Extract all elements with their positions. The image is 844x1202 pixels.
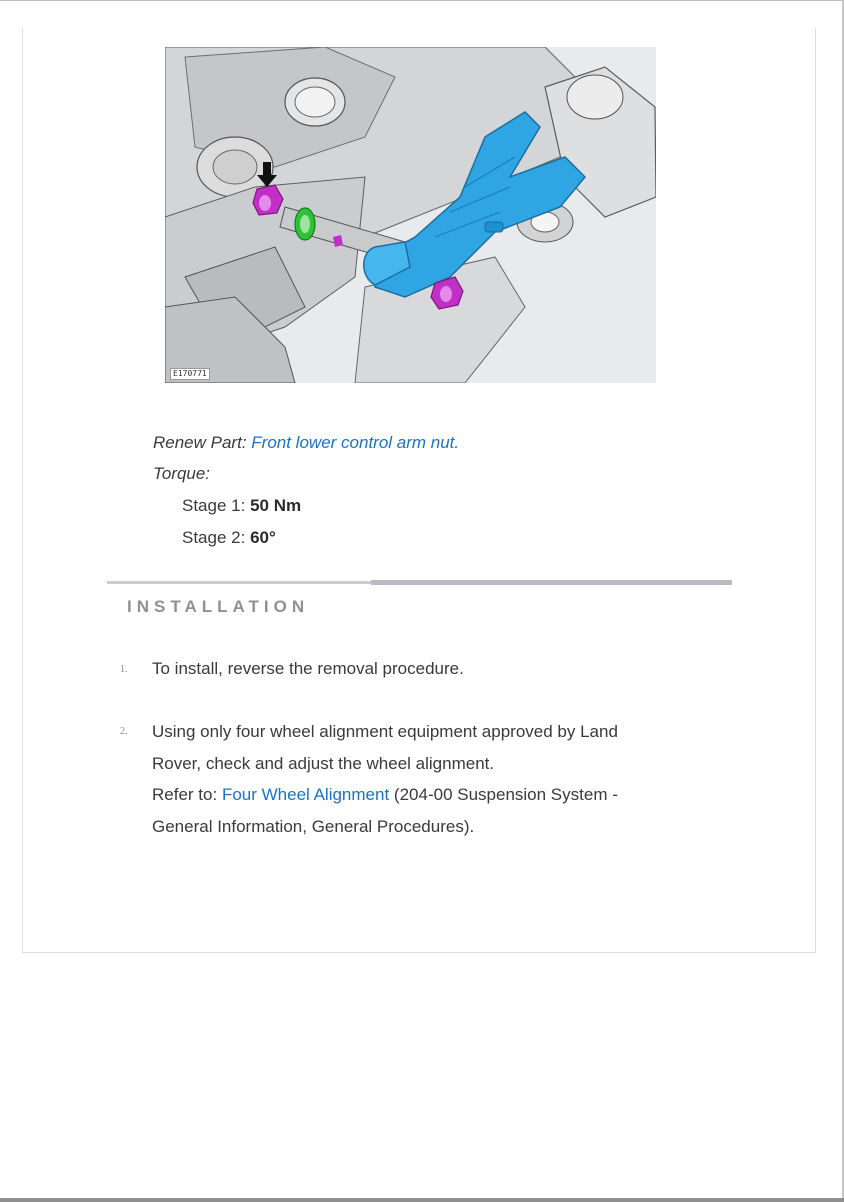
refer-to-label: Refer to:	[152, 785, 218, 804]
step-1-text: To install, reverse the removal procedure.	[152, 659, 464, 678]
step-2-reference	[152, 784, 618, 806]
four-wheel-alignment-link[interactable]: Four Wheel Alignment	[221, 785, 390, 804]
page-top-border	[0, 0, 844, 1]
suspension-illustration	[165, 47, 656, 383]
stage-2-value: 60°	[250, 528, 276, 547]
front-lower-control-arm-nut-link[interactable]: Front lower control arm nut.	[251, 433, 460, 452]
step-number: 2.	[120, 726, 128, 737]
section-divider-left	[107, 581, 371, 584]
refer-suffix: (204-00 Suspension System -	[393, 785, 618, 804]
torque-stage-1	[182, 495, 301, 517]
step-2-text-line-1: Using only four wheel alignment equipment approved by Land	[152, 722, 618, 741]
page-bottom-border	[0, 1198, 844, 1202]
step-2-text-line-2: Rover, check and adjust the wheel alignment.	[152, 754, 495, 773]
renew-part-line	[153, 432, 459, 454]
torque-label: Torque:	[153, 464, 211, 483]
figure-id-label: E170771	[170, 368, 210, 380]
procedure-illustration	[165, 47, 656, 383]
renew-part-label: Renew Part:	[153, 433, 247, 452]
section-divider-right	[371, 580, 732, 585]
stage-2-label: Stage 2:	[182, 528, 246, 547]
torque-stage-2	[182, 527, 276, 549]
stage-1-value: 50 Nm	[250, 496, 302, 515]
step-number: 1.	[120, 664, 128, 675]
stage-1-label: Stage 1:	[182, 496, 246, 515]
installation-heading: INSTALLATION	[127, 597, 310, 616]
step-2-reference-line-2: General Information, General Procedures).	[152, 817, 475, 836]
